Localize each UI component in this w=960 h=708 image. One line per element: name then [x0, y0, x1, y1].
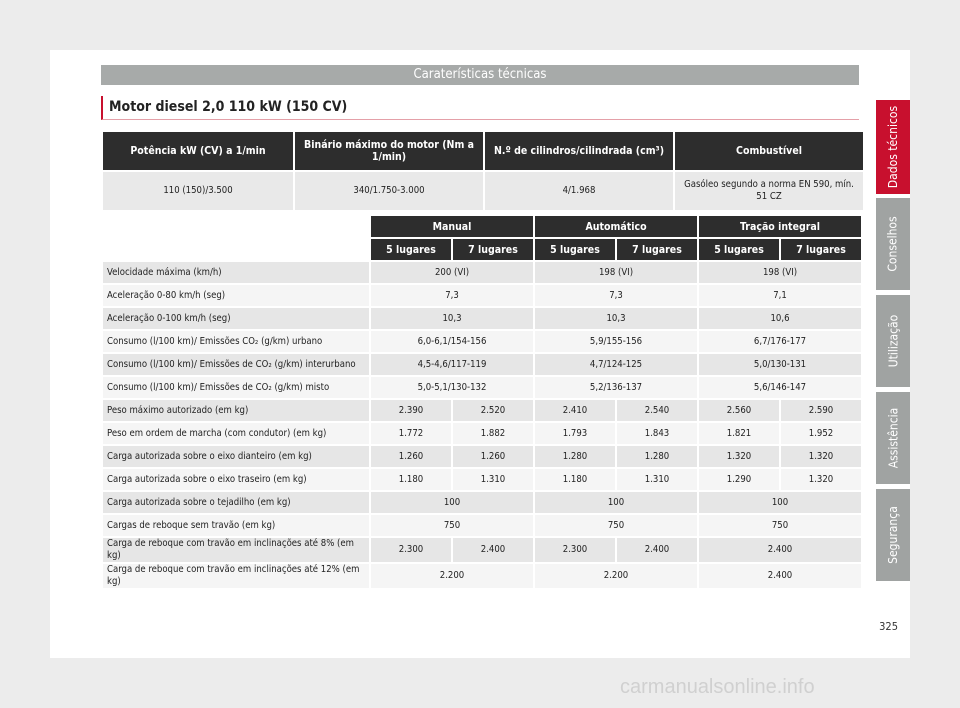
tab-dados-tecnicos[interactable] [876, 100, 910, 194]
cell-value: 100 [371, 492, 533, 513]
tab-label: Dados técnicos [886, 105, 901, 189]
row-label: Peso em ordem de marcha (com condutor) (em kg) [103, 423, 369, 444]
cell-value: 2.590 [781, 400, 861, 421]
cell-value: 1.290 [699, 469, 779, 490]
row-label: Carga de reboque com travão em inclinações até 8% (em kg) [103, 538, 369, 562]
section-banner: Caraterísticas técnicas [101, 65, 859, 85]
seat-header: 5 lugares [535, 239, 615, 260]
table-row [103, 377, 861, 398]
row-label: Peso máximo autorizado (em kg) [103, 400, 369, 421]
cell-value: 2.560 [699, 400, 779, 421]
table-row [103, 400, 861, 421]
row-label: Cargas de reboque sem travão (em kg) [103, 515, 369, 536]
cell-value: 1.952 [781, 423, 861, 444]
seat-header: 7 lugares [617, 239, 697, 260]
cell-value: 200 (VI) [371, 262, 533, 283]
cell-value: 2.410 [535, 400, 615, 421]
cell-value: 1.260 [371, 446, 451, 467]
cell-value: 4,7/124-125 [535, 354, 697, 375]
engine-header-cylinders: N.º de cilindros/cilindrada (cm³) [485, 132, 673, 170]
row-label: Velocidade máxima (km/h) [103, 262, 369, 283]
cell-value: 1.793 [535, 423, 615, 444]
row-label: Carga autorizada sobre o eixo dianteiro (em kg) [103, 446, 369, 467]
tab-label: Conselhos [886, 216, 900, 272]
cell-value: 1.280 [617, 446, 697, 467]
table-row [103, 354, 861, 375]
cell-value: 4,5-4,6/117-119 [371, 354, 533, 375]
cell-value: 1.260 [453, 446, 533, 467]
row-label: Aceleração 0-100 km/h (seg) [103, 308, 369, 329]
table-row [103, 423, 861, 444]
cell-value: 100 [699, 492, 861, 513]
cell-value: 7,3 [371, 285, 533, 306]
table-row [103, 446, 861, 467]
table-row [103, 469, 861, 490]
table-row [103, 262, 861, 283]
cell-value: 2.400 [617, 538, 697, 562]
seat-header: 5 lugares [699, 239, 779, 260]
cell-value: 5,9/155-156 [535, 331, 697, 352]
cell-value: 2.400 [699, 564, 861, 588]
cell-value: 750 [371, 515, 533, 536]
engine-header-torque: Binário máximo do motor (Nm a 1/min) [295, 132, 483, 170]
table-row [103, 492, 861, 513]
cell-value: 2.390 [371, 400, 451, 421]
tab-seguranca[interactable] [876, 489, 910, 581]
cell-value: 1.180 [371, 469, 451, 490]
cell-value: 5,6/146-147 [699, 377, 861, 398]
group-header: Manual [371, 216, 533, 237]
cell-value: 1.310 [453, 469, 533, 490]
tab-assistencia[interactable] [876, 392, 910, 484]
cell-value: 1.882 [453, 423, 533, 444]
row-label: Carga de reboque com travão em inclinações até 12% (em kg) [103, 564, 369, 588]
cell-value: 10,3 [371, 308, 533, 329]
cell-value: 1.843 [617, 423, 697, 444]
cell-value: 1.310 [617, 469, 697, 490]
cell-value: 198 (VI) [699, 262, 861, 283]
table-row [103, 331, 861, 352]
tab-conselhos[interactable] [876, 198, 910, 290]
engine-table [101, 130, 865, 212]
tab-utilizacao[interactable] [876, 295, 910, 387]
cell-value: 2.200 [371, 564, 533, 588]
cell-value: 1.320 [699, 446, 779, 467]
cell-value: 7,1 [699, 285, 861, 306]
cell-value: 5,0-5,1/130-132 [371, 377, 533, 398]
group-header: Automático [535, 216, 697, 237]
tab-label: Segurança [886, 506, 900, 564]
tab-label: Assistência [886, 407, 900, 469]
row-label: Carga autorizada sobre o eixo traseiro (em kg) [103, 469, 369, 490]
table-row [103, 515, 861, 536]
cell-value: 2.300 [535, 538, 615, 562]
cell-value: 1.320 [781, 446, 861, 467]
cell-value: 2.200 [535, 564, 697, 588]
engine-header-fuel: Combustível [675, 132, 863, 170]
cell-value: 2.540 [617, 400, 697, 421]
page-number: 325 [879, 620, 898, 633]
seat-header: 5 lugares [371, 239, 451, 260]
cell-value: 7,3 [535, 285, 697, 306]
row-label: Consumo (l/100 km)/ Emissões de CO₂ (g/km) misto [103, 377, 369, 398]
cell-value: 1.772 [371, 423, 451, 444]
cell-value: 5,0/130-131 [699, 354, 861, 375]
cell-value: 2.400 [699, 538, 861, 562]
cell-value: 100 [535, 492, 697, 513]
row-label: Consumo (l/100 km)/ Emissões de CO₂ (g/km) interurbano [103, 354, 369, 375]
cell-value: 10,3 [535, 308, 697, 329]
cell-value: 10,6 [699, 308, 861, 329]
tab-label: Utilização [886, 314, 901, 368]
row-label: Carga autorizada sobre o tejadilho (em kg) [103, 492, 369, 513]
table-row [103, 538, 861, 562]
engine-value-cylinders: 4/1.968 [485, 172, 673, 210]
cell-value: 2.300 [371, 538, 451, 562]
engine-value-fuel: Gasóleo segundo a norma EN 590, mín. 51 CZ [675, 172, 863, 210]
engine-value-power: 110 (150)/3.500 [103, 172, 293, 210]
spec-header-blank [103, 216, 369, 260]
watermark: carmanualsonline.info [620, 676, 815, 698]
cell-value: 750 [699, 515, 861, 536]
engine-heading: Motor diesel 2,0 110 kW (150 CV) [101, 96, 859, 120]
cell-value: 198 (VI) [535, 262, 697, 283]
cell-value: 2.520 [453, 400, 533, 421]
table-row [103, 308, 861, 329]
cell-value: 750 [535, 515, 697, 536]
engine-header-power: Potência kW (CV) a 1/min [103, 132, 293, 170]
cell-value: 6,7/176-177 [699, 331, 861, 352]
engine-value-torque: 340/1.750-3.000 [295, 172, 483, 210]
table-row [103, 564, 861, 588]
seat-header: 7 lugares [453, 239, 533, 260]
cell-value: 1.280 [535, 446, 615, 467]
group-header: Tração integral [699, 216, 861, 237]
table-row [103, 285, 861, 306]
cell-value: 5,2/136-137 [535, 377, 697, 398]
cell-value: 1.821 [699, 423, 779, 444]
cell-value: 1.180 [535, 469, 615, 490]
row-label: Aceleração 0-80 km/h (seg) [103, 285, 369, 306]
row-label: Consumo (l/100 km)/ Emissões CO₂ (g/km) urbano [103, 331, 369, 352]
cell-value: 6,0-6,1/154-156 [371, 331, 533, 352]
seat-header: 7 lugares [781, 239, 861, 260]
cell-value: 1.320 [781, 469, 861, 490]
cell-value: 2.400 [453, 538, 533, 562]
spec-table [101, 214, 863, 590]
